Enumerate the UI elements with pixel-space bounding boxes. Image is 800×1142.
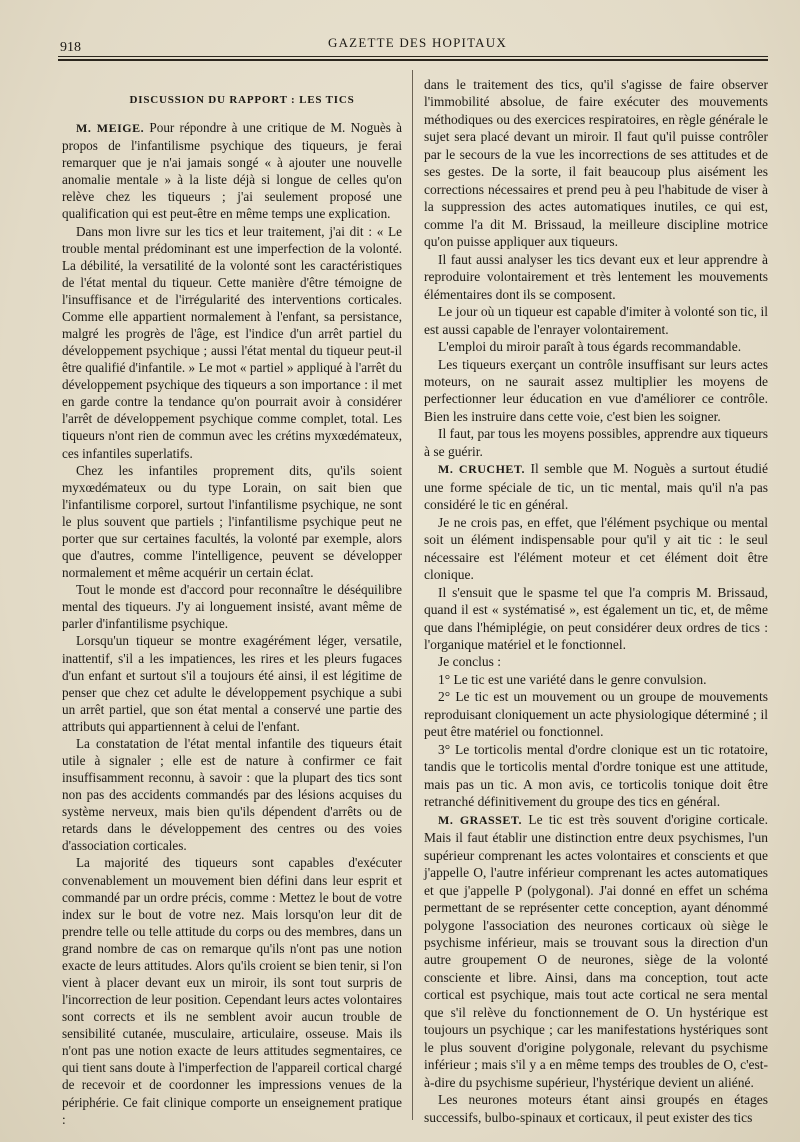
section-title: DISCUSSION DU RAPPORT : LES TICS	[129, 94, 355, 106]
paragraph-text: Je conclus :	[438, 654, 501, 670]
paragraph	[424, 356, 768, 426]
paragraph	[62, 119, 402, 222]
paragraph	[62, 735, 402, 855]
paragraph	[424, 671, 768, 688]
paragraph-text: Dans mon livre sur les tics et leur traitement, j'ai dit : « Le trouble mental prédominant est une imperfection de la volonté. La débilité, la versatilité de la volonté sont les caractéristiques de l'état mental du tiqueur. Cette manière d'être témoigne de l'insuffisance et de l'irrégularité des interventions corticales. Comme elle appartient normalement à l'enfant, sa persistance, malgré les progrès de l'âge, est l'indice d'un arrêt partiel du développement psychique ; aussi l'état mental du tiqueur peut-il être qualifié d'infantile. » Le mot « partiel » appliqué à l'arrêt du développement psychique des tiqueurs a son importance : il met en garde contre la tendance qu'on pourrait avoir à considérer l'arrêt de développement psychique comme complet, total. Les tiqueurs n'ont rien de commun avec les crétins myxœdémateux, ces infantiles superlatifs.	[62, 223, 402, 461]
paragraph	[62, 223, 402, 462]
column-divider	[412, 70, 413, 1120]
paragraph-text: Le jour où un tiqueur est capable d'imiter à volonté son tic, il est aussi capable de l'enrayer volontairement.	[424, 304, 768, 337]
paragraph-text: Pour répondre à une critique de M. Noguès à propos de l'infantilisme psychique des tiqueurs, je ferai remarquer que je n'ai jamais songé « à ajouter une nouvelle anomalie mentale » à la liste déjà si longue de celles qu'on relève chez les tiqueurs ; j'ai seulement proposé une qualification qui est peut-être en même temps une explication.	[62, 120, 403, 222]
paragraph-text: Je ne crois pas, en effet, que l'élément psychique ou mental soit un élément indispensable pour qu'il y ait tic : le seul nécessaire est l'élément moteur et cet élément doit être clonique.	[424, 514, 768, 583]
paragraph-text: Lorsqu'un tiqueur se montre exagérément léger, versatile, inattentif, s'il a les impatiences, les rires et les pleurs fugaces d'un enfant et surtout s'il a toujours été ainsi, il est légitime de penser que chez cet adulte le développement psychique a subi un arrêt partiel, que son état mental a conservé une partie des attributs qui appartiennent à celui de l'enfant.	[62, 633, 402, 734]
paragraph	[424, 514, 768, 584]
running-title: GAZETTE DES HOPITAUX	[328, 35, 507, 50]
paragraph-text: La constatation de l'état mental infantile des tiqueurs était utile à signaler ; elle est de nature à confirmer ce fait insuffisamment reconnu, à savoir : que la plupart des tics sont non pas des accidents commandés par des lésions acquises du système nerveux, mais bien qu'ils dépendent d'arrêts ou de retards dans le développement des centres ou des voies d'association corticales.	[62, 735, 402, 854]
paragraph	[424, 425, 768, 460]
paragraph-text: Chez les infantiles proprement dits, qu'ils soient myxœdémateux ou du type Lorain, on sait bien que l'infantilisme corporel, surtout l'infantilisme psychique, ne sont le plus souvent que partiels ; l'infantilisme psychique peut ne porter que sur certaines facultés, la volonté par exemple, alors que d'autres, comme l'intelligence, peuvent se développer normalement et même acquérir un certain éclat.	[62, 462, 402, 581]
paragraph-text: Il semble que M. Noguès a surtout étudié une forme spéciale de tic, un tic mental, mais qu'il n'a pas considéré le tic en général.	[424, 461, 768, 513]
paragraph	[424, 1091, 768, 1126]
paragraph-text: dans le traitement des tics, qu'il s'agisse de faire observer l'immobilité absolue, de faire exécuter des mouvements méthodiques ou des exercices respiratoires, en règle générale le sujet sera placé devant un miroir. Il faut qu'il puisse contrôler par le secours de la vue les incorrections de ses attitudes et de ses gestes. De la sorte, il fait beaucoup plus aisément les corrections nécessaires et prend peu à peu l'habitude de viser à la suppression des actes automatiques inutiles, ce qui est, comme l'a dit M. Brissaud, la meilleure discipline motrice qu'on puisse appliquer aux tiqueurs.	[424, 77, 768, 250]
paragraph-text: 3° Le torticolis mental d'ordre clonique est un tic rotatoire, tandis que le torticolis mental d'ordre tonique est une attitude, mais pas un tic. A mon avis, ce torticolis tonique doit être retranché définitivement du groupe des tics en général.	[424, 741, 768, 810]
speaker-name: M. CRUCHET.	[438, 462, 526, 477]
paragraph-text: L'emploi du miroir paraît à tous égards recommandable.	[438, 339, 742, 355]
paragraph-text: Il faut aussi analyser les tics devant eux et leur apprendre à reproduire volontairement et très lentement les mouvements élémentaires dont ils se composent.	[424, 251, 768, 302]
page-number: 918	[60, 40, 81, 55]
paragraph	[62, 581, 402, 632]
header-rule	[58, 56, 768, 57]
paragraph	[62, 632, 402, 734]
paragraph	[424, 338, 768, 355]
page-header	[58, 32, 768, 56]
paragraph	[62, 854, 402, 1127]
paragraph	[424, 76, 768, 251]
paragraph	[424, 584, 768, 654]
paragraph	[62, 462, 402, 582]
paragraph	[424, 811, 768, 1092]
paragraph-text: Les neurones moteurs étant ainsi groupés en étages successifs, bulbo-spinaux et corticaux, il peut exister des tics	[424, 1092, 768, 1125]
speaker-name: M. GRASSET.	[438, 812, 522, 827]
paragraph-text: La majorité des tiqueurs sont capables d'exécuter convenablement un mouvement bien défini dans leur esprit et commandé par un ordre précis, comme : Mettez le bout de votre index sur le bout de votre nez. Mais lorsqu'on leur dit de prendre telle ou telle attitude du corps ou des membres, dans un grand nombre de cas on remarque qu'ils n'ont pas une notion exacte de leurs attitudes. Alors qu'ils croient se bien tenir, si l'on vient à placer devant eux un miroir, ils sont tout surpris de l'incorrection de leur position. Cependant leurs actes volontaires sont corrects et ils ne semblent avoir aucun trouble de sensibilité cutanée, musculaire, articulaire, osseuse. Mais ils n'ont pas une notion exacte de leurs attitudes segmentaires, ce qui tient sans doute à l'imperfection de l'appareil cortical chargé de recevoir et de coordonner les impressions venues de la périphérie. Ce fait clinique comporte un enseignement pratique :	[62, 855, 402, 1127]
paragraph-text: Les tiqueurs exerçant un contrôle insuffisant sur leurs actes moteurs, on ne saurait assez multiplier les moyens de perfectionner leur éducation en vue d'améliorer ce contrôle. Bien les instruire dans cette voie, c'est bien les soigner.	[424, 356, 768, 424]
paragraph	[424, 303, 768, 338]
right-column	[424, 76, 768, 1126]
paragraph-text: Tout le monde est d'accord pour reconnaître le déséquilibre mental des tiqueurs. J'y ai longuement insisté, avant même de parler d'infantilisme psychique.	[62, 582, 402, 632]
paragraph-text: Le tic est très souvent d'origine corticale. Mais il faut établir une distinction entre deux psychismes, l'un supérieur comprenant les actes volontaires et conscients et que j'appelle O, l'autre inférieur comprenant les actes automatiques et que j'appelle P (polygonal). J'ai donné en effet un schéma permettant de se représenter cette conception, ayant dénommé polygone l'association des neurones corticaux où siège le psychisme inférieur, mais se trouvant sous la direction d'un autre groupement O de neurones, siège de la volonté consciente et libre. Ainsi, dans ma conception, tout acte cortical est psychique, mais tout acte cortical ne sera mental que s'il relève du fonctionnement de O. Un hystérique est toujours un psychique ; car les manifestations hystériques sont le plus souvent d'origine polygonale, relevant du psychisme inférieur ; mais s'il y a en même temps des troubles de O, c'est-à-dire du psychisme supérieur, l'hystérique devient un aliéné.	[424, 811, 768, 1090]
paragraph-text: 2° Le tic est un mouvement ou un groupe de mouvements reproduisant cloniquement un acte physiologique déterminé ; il peut être matériel ou fonctionnel.	[424, 689, 768, 740]
paragraph-text: Il faut, par tous les moyens possibles, apprendre aux tiqueurs à se guérir.	[424, 426, 768, 459]
speaker-name: M. MEIGE.	[76, 121, 145, 136]
paragraph-text: 1° Le tic est une variété dans le genre convulsion.	[438, 671, 707, 687]
header-rule-double	[58, 59, 768, 61]
paragraph	[424, 741, 768, 811]
paragraph	[424, 251, 768, 303]
paragraph	[424, 653, 768, 670]
paragraph	[424, 688, 768, 740]
left-column	[62, 92, 402, 1128]
paragraph	[424, 460, 768, 513]
paragraph-text: Il s'ensuit que le spasme tel que l'a compris M. Brissaud, quand il est « systématisé », est également un tic, et, de même que dans l'hémiplégie, on peut considérer deux ordres de tics : l'organique matériel et le fonctionnel.	[424, 584, 768, 652]
